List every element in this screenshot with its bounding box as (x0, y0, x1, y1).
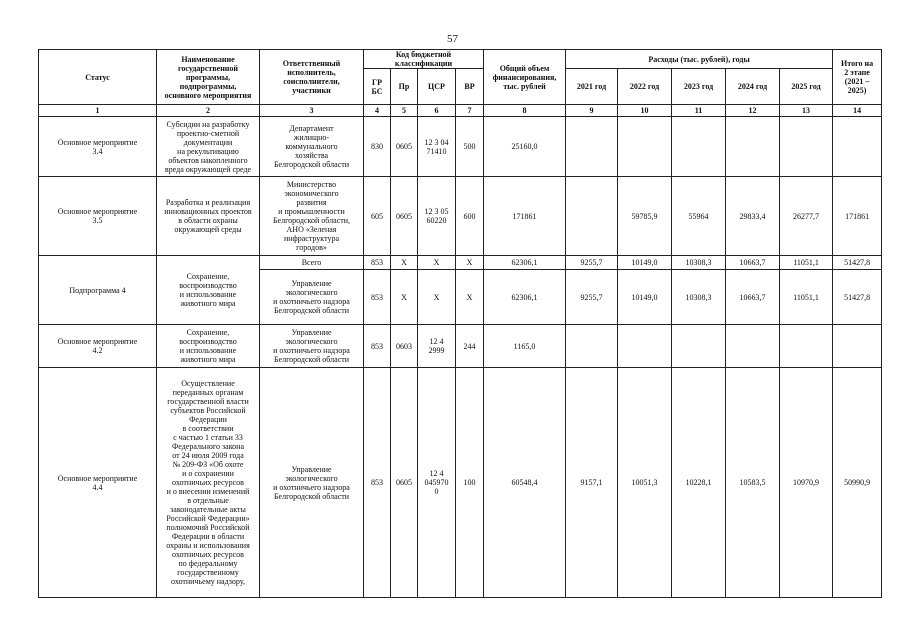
row-2023 (672, 117, 726, 177)
row-csr: 12 4 2999 (418, 325, 456, 368)
row-2024 (726, 117, 780, 177)
row-2022: 10149,0 (618, 256, 672, 270)
row-grbs: 853 (364, 368, 391, 598)
row-grbs: 830 (364, 117, 391, 177)
row-2025: 11051,1 (780, 256, 833, 270)
column-number: 10 (618, 105, 672, 117)
row-status: Основное мероприятие 3.4 (39, 117, 157, 177)
table-row (39, 256, 882, 270)
column-number: 5 (391, 105, 418, 117)
header-year-2024: 2024 год (726, 69, 780, 105)
row-grbs: 853 (364, 325, 391, 368)
column-number-row (39, 105, 882, 117)
row-pr: X (391, 270, 418, 325)
row-responsible: Департамент жилищно- коммунального хозяйства Белгородской области (260, 117, 364, 177)
column-number: 9 (566, 105, 618, 117)
column-number: 4 (364, 105, 391, 117)
row-stage-total: 50990,9 (833, 368, 882, 598)
row-total: 1165,0 (484, 325, 566, 368)
row-status: Основное мероприятие 3.5 (39, 177, 157, 256)
row-vr: X (456, 270, 484, 325)
header-year-2023: 2023 год (672, 69, 726, 105)
table-row (39, 368, 882, 598)
row-stage-total (833, 325, 882, 368)
row-grbs: 853 (364, 256, 391, 270)
row-2021: 9255,7 (566, 256, 618, 270)
row-2022: 10051,3 (618, 368, 672, 598)
row-2024 (726, 325, 780, 368)
row-grbs: 853 (364, 270, 391, 325)
row-csr: 12 3 05 60220 (418, 177, 456, 256)
row-2025: 11051,1 (780, 270, 833, 325)
header-stage-total: Итого на 2 этапе (2021 – 2025) (833, 50, 882, 105)
row-2023: 55964 (672, 177, 726, 256)
header-year-2025: 2025 год (780, 69, 833, 105)
row-name: Сохранение, воспроизводство и использование животного мира (157, 256, 260, 325)
row-vr: 100 (456, 368, 484, 598)
row-responsible: Управление экологического и охотничьего надзора Белгородской области (260, 368, 364, 598)
column-number: 12 (726, 105, 780, 117)
column-number: 7 (456, 105, 484, 117)
row-status: Подпрограмма 4 (39, 256, 157, 325)
row-csr: 12 3 04 71410 (418, 117, 456, 177)
row-2021: 9255,7 (566, 270, 618, 325)
table-row (39, 177, 882, 256)
row-pr: 0605 (391, 117, 418, 177)
row-2025 (780, 117, 833, 177)
row-csr: 12 4 045970 0 (418, 368, 456, 598)
table-row (39, 117, 882, 177)
header-status: Статус (39, 50, 157, 105)
header-total-volume: Общий объем финансирования, тыс. рублей (484, 50, 566, 105)
row-responsible: Управление экологического и охотничьего надзора Белгородской области (260, 270, 364, 325)
row-status: Основное мероприятие 4.2 (39, 325, 157, 368)
row-total: 60548,4 (484, 368, 566, 598)
row-2023: 10308,3 (672, 270, 726, 325)
row-name: Субсидии на разработку проектно-сметной документации на рекультивацию объектов накопленного вреда окружающей среде (157, 117, 260, 177)
row-2023: 10228,1 (672, 368, 726, 598)
row-total: 62306,1 (484, 270, 566, 325)
row-2024: 29833,4 (726, 177, 780, 256)
row-2023: 10308,3 (672, 256, 726, 270)
row-name: Разработка и реализация инновационных проектов в области охраны окружающей среды (157, 177, 260, 256)
row-2024: 10663,7 (726, 270, 780, 325)
column-number: 8 (484, 105, 566, 117)
column-number: 14 (833, 105, 882, 117)
header-name: Наименование государственной программы, подпрограммы, основного мероприятия (157, 50, 260, 105)
row-2022 (618, 117, 672, 177)
column-number: 2 (157, 105, 260, 117)
row-2021 (566, 325, 618, 368)
budget-table (38, 49, 882, 598)
row-2021 (566, 117, 618, 177)
row-vr: X (456, 256, 484, 270)
row-responsible: Министерство экономического развития и промышленности Белгородской области, АНО «Зеленая инфраструктура городов» (260, 177, 364, 256)
row-stage-total: 51427,8 (833, 256, 882, 270)
row-name: Сохранение, воспроизводство и использование животного мира (157, 325, 260, 368)
row-2023 (672, 325, 726, 368)
row-vr: 244 (456, 325, 484, 368)
row-2025: 10970,9 (780, 368, 833, 598)
row-stage-total: 171861 (833, 177, 882, 256)
row-2022 (618, 325, 672, 368)
row-csr: X (418, 256, 456, 270)
row-stage-total: 51427,8 (833, 270, 882, 325)
row-2022: 10149,0 (618, 270, 672, 325)
row-pr: 0605 (391, 368, 418, 598)
row-vr: 600 (456, 177, 484, 256)
row-responsible-all: Всего (260, 256, 364, 270)
row-2025 (780, 325, 833, 368)
row-2024: 10663,7 (726, 256, 780, 270)
header-responsible: Ответственный исполнитель, соисполнители, участники (260, 50, 364, 105)
row-2022: 59785,9 (618, 177, 672, 256)
row-responsible: Управление экологического и охотничьего надзора Белгородской области (260, 325, 364, 368)
header-expenses: Расходы (тыс. рублей), годы (566, 50, 833, 69)
row-2025: 26277,7 (780, 177, 833, 256)
row-total: 62306,1 (484, 256, 566, 270)
row-pr: 0603 (391, 325, 418, 368)
row-grbs: 605 (364, 177, 391, 256)
header-vr: ВР (456, 69, 484, 105)
column-number: 11 (672, 105, 726, 117)
row-vr: 500 (456, 117, 484, 177)
page-number: 57 (447, 33, 458, 45)
row-total: 171861 (484, 177, 566, 256)
row-pr: X (391, 256, 418, 270)
header-grbs: ГР БС (364, 69, 391, 105)
column-number: 6 (418, 105, 456, 117)
header-budget-code: Код бюджетной классификации (364, 50, 484, 69)
row-total: 25160,0 (484, 117, 566, 177)
row-2024: 10583,5 (726, 368, 780, 598)
header-pr: Пр (391, 69, 418, 105)
row-2021: 9157,1 (566, 368, 618, 598)
row-status: Основное мероприятие 4.4 (39, 368, 157, 598)
header-row-1 (39, 50, 882, 69)
table-row (39, 325, 882, 368)
column-number: 1 (39, 105, 157, 117)
row-pr: 0605 (391, 177, 418, 256)
header-year-2021: 2021 год (566, 69, 618, 105)
row-name: Осуществление переданных органам государственной власти субъектов Российской Федерации в соответствии с частью 1 статьи 33 Федерального закона от 24 июля 2009 года № 209-ФЗ «Об охоте и о сохранении охотничьих ресурсов и о внесении изменений в отдельные законодательные акты Российской Федерации» полномочий Российской Федерации в области охраны и использования охотничьих ресурсов по федеральному государственному охотничьему надзору, (157, 368, 260, 598)
header-year-2022: 2022 год (618, 69, 672, 105)
header-csr: ЦСР (418, 69, 456, 105)
column-number: 3 (260, 105, 364, 117)
row-stage-total (833, 117, 882, 177)
column-number: 13 (780, 105, 833, 117)
row-2021 (566, 177, 618, 256)
row-csr: X (418, 270, 456, 325)
